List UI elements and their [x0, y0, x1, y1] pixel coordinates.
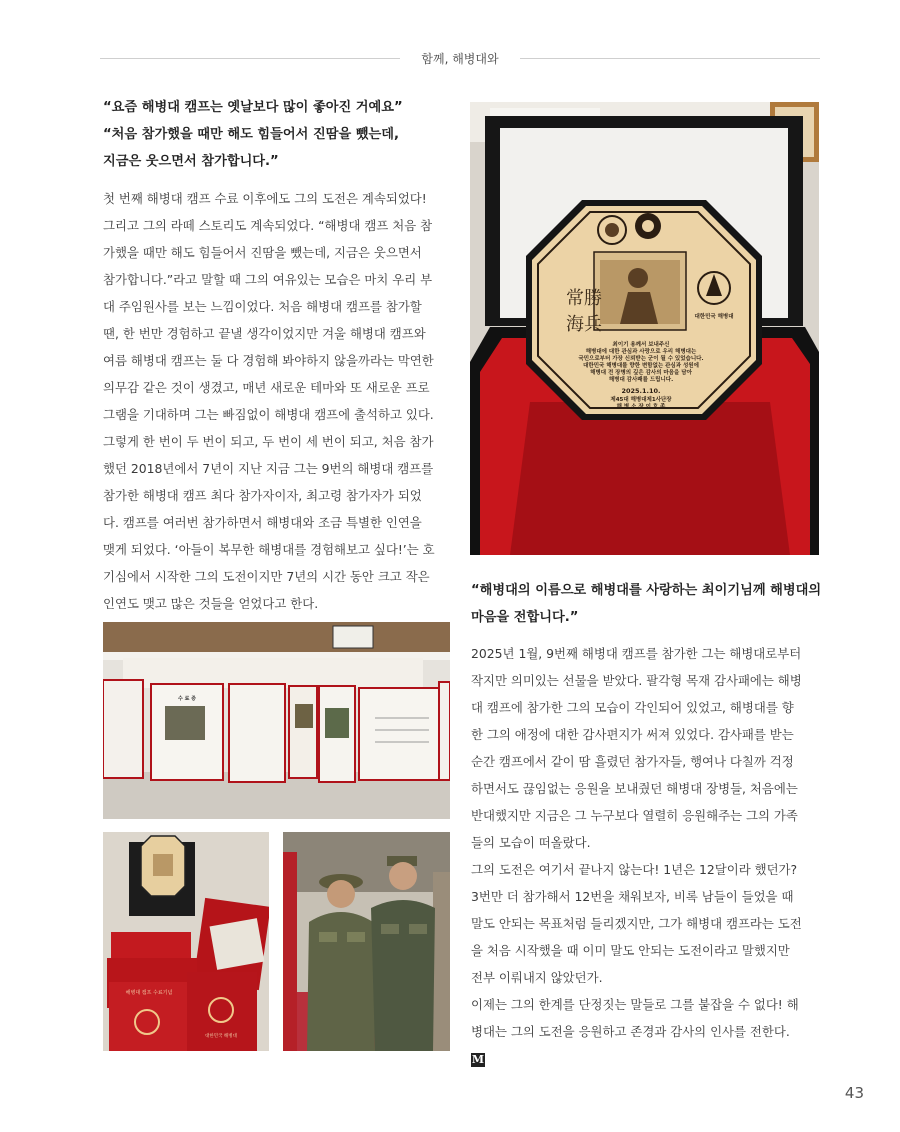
plaque-emblem-label: 대한민국 해병대: [694, 314, 734, 320]
text-line: 그의 도전은 여기서 끝나지 않는다! 1년은 12달이라 했던가?: [471, 862, 798, 877]
text-line: 반대했지만 지금은 그 누구보다 열렬히 응원해주는 그의 가족: [471, 808, 798, 823]
text-line: 여름 해병대 캠프는 둘 다 경험해 봐야하지 않을까라는 막연한: [103, 353, 434, 368]
text-line: 한 그의 애정에 대한 감사편지가 써져 있었다. 감사패를 받는: [471, 727, 794, 742]
plaque-message-line: 최이기 용께서 보내주신: [612, 342, 670, 348]
plaque-photo-illustration: [470, 102, 819, 555]
certificates-photo: [103, 622, 450, 819]
certificates-photo-illustration: [103, 622, 450, 819]
text-line: 3번만 더 참가해서 12번을 채워보자, 비록 남들이 들었을 때: [471, 889, 794, 904]
text-line: 했던 2018년에서 7년이 지난 지금 그는 9번의 해병대 캠프를: [103, 461, 434, 476]
quote-line: 마음을 전합니다.”: [471, 610, 579, 625]
plaque-photo: [470, 102, 819, 555]
text-line: 다. 캠프를 여러번 참가하면서 해병대와 조금 특별한 인연을: [103, 515, 422, 530]
text-line: 전부 이뤄내지 않았던가.: [471, 970, 603, 985]
magazine-end-mark: M: [471, 1053, 485, 1066]
plaque-signature-name: 해 병 소 장 이 호 종: [616, 404, 666, 410]
text-line: 작지만 의미있는 선물을 받았다. 팔각형 목재 감사패에는 해병: [471, 673, 802, 688]
text-line: 대 캠프에 참가한 그의 모습이 각인되어 있었고, 해병대를 향: [471, 700, 794, 715]
text-line: 첫 번째 해병대 캠프 수료 이후에도 그의 도전은 계속되었다!: [103, 191, 427, 206]
text-line: 순간 캠프에서 같이 땀 흘렸던 참가자들, 행여나 다칠까 걱정: [471, 754, 794, 769]
text-line: 들의 모습이 떠올랐다.: [471, 835, 591, 850]
books-photo-illustration: [103, 832, 269, 1051]
section-title: 함께, 해병대와: [421, 52, 499, 66]
text-line: 그리고 그의 라떼 스토리도 계속되었다. “해병대 캠프 처음 참: [103, 218, 433, 233]
plaque-calligraphy-1: 常勝: [566, 288, 602, 309]
text-line: 참가한 해병대 캠프 최다 참가자이자, 최고령 참가자가 되었: [103, 488, 422, 503]
pull-quote-top: [103, 94, 463, 175]
plaque-message-line: 해병대 감사패를 드립니다.: [608, 377, 674, 383]
text-line: 말도 안되는 목표처럼 들리겠지만, 그가 해병대 캠프라는 도전: [471, 916, 802, 931]
certificate-title: 수 료 증: [178, 696, 196, 702]
text-line: 이제는 그의 한계를 단정짓는 말들로 그를 붙잡을 수 없다! 해: [471, 997, 799, 1012]
text-line: 대 주임원사를 보는 느낌이었다. 처음 해병대 캠프를 참가할: [103, 299, 422, 314]
page-number: 43: [844, 1084, 864, 1102]
pull-quote-bottom: [471, 577, 821, 631]
header-rule-right: [520, 58, 820, 59]
text-line: 땐, 한 번만 경험하고 끝낼 생각이었지만 겨울 해병대 캠프와: [103, 326, 426, 341]
quote-line: “해병대의 이름으로 해병대를 사랑하는 최이기님께 해병대의: [471, 583, 822, 598]
plaque-message-line: 해병대 전 장병의 깊은 감사의 마음을 담아: [590, 370, 692, 376]
plaque-calligraphy-2: 海兵: [566, 314, 602, 335]
book-sublabel: 대한민국 해병대: [205, 1034, 237, 1039]
plaque-message-line: 국민으로부터 가장 신뢰받는 군이 될 수 있었습니다.: [578, 356, 704, 362]
text-line: 하면서도 끊임없는 응원을 보내줬던 해병대 장병들, 처음에는: [471, 781, 798, 796]
header-rule-left: [100, 58, 400, 59]
text-line: 을 처음 시작했을 때 이미 말도 안되는 도전이라고 말했지만: [471, 943, 790, 958]
plaque-date: 2025.1.10.: [621, 387, 661, 395]
text-line: 인연도 맺고 많은 것들을 얻었다고 한다.: [103, 596, 319, 611]
text-line: 의무감 같은 것이 생겼고, 매년 새로운 테마와 또 새로운 프로: [103, 380, 430, 395]
text-line: 맺게 되었다. ‘아들이 복무한 해병대를 경험해보고 싶다!’는 호: [103, 542, 435, 557]
books-photo: [103, 832, 269, 1051]
quote-line: 지금은 웃으면서 참가합니다.”: [103, 154, 279, 169]
quote-line: “요즘 해병대 캠프는 옛날보다 많이 좋아진 거예요”: [103, 100, 403, 115]
text-line: 그램을 기대하며 그는 빠짐없이 해병대 캠프에 출석하고 있다.: [103, 407, 434, 422]
plaque-message-line: 해병대에 대한 관심과 사랑으로 우리 해병대는: [585, 349, 697, 355]
book-label: 해병대 캠프 수료기념: [125, 990, 173, 996]
plaque-message-line: 대한민국 해병대를 향한 변함없는 관심과 성원에: [583, 363, 699, 369]
participants-photo: [283, 832, 450, 1051]
text-line: 기심에서 시작한 그의 도전이지만 7년의 시간 동안 크고 작은: [103, 569, 430, 584]
text-line: 병대는 그의 도전을 응원하고 존경과 감사의 인사를 전한다.: [471, 1024, 790, 1039]
text-line: 참가합니다.”라고 말할 때 그의 여유있는 모습은 마치 우리 부: [103, 272, 433, 287]
quote-line: “처음 참가했을 때만 해도 힘들어서 진땀을 뺐는데,: [103, 127, 400, 142]
text-line: 그렇게 한 번이 두 번이 되고, 두 번이 세 번이 되고, 처음 참가: [103, 434, 434, 449]
text-line: 가했을 때만 해도 힘들어서 진땀을 뺐는데, 지금은 웃으면서: [103, 245, 422, 260]
article-body-left: [103, 185, 453, 617]
text-line: 2025년 1월, 9번째 해병대 캠프를 참가한 그는 해병대로부터: [471, 646, 802, 661]
plaque-signature: 제45대 해병대제1사단장: [610, 397, 672, 403]
article-body-right: [471, 640, 821, 1072]
participants-photo-illustration: [283, 832, 450, 1051]
